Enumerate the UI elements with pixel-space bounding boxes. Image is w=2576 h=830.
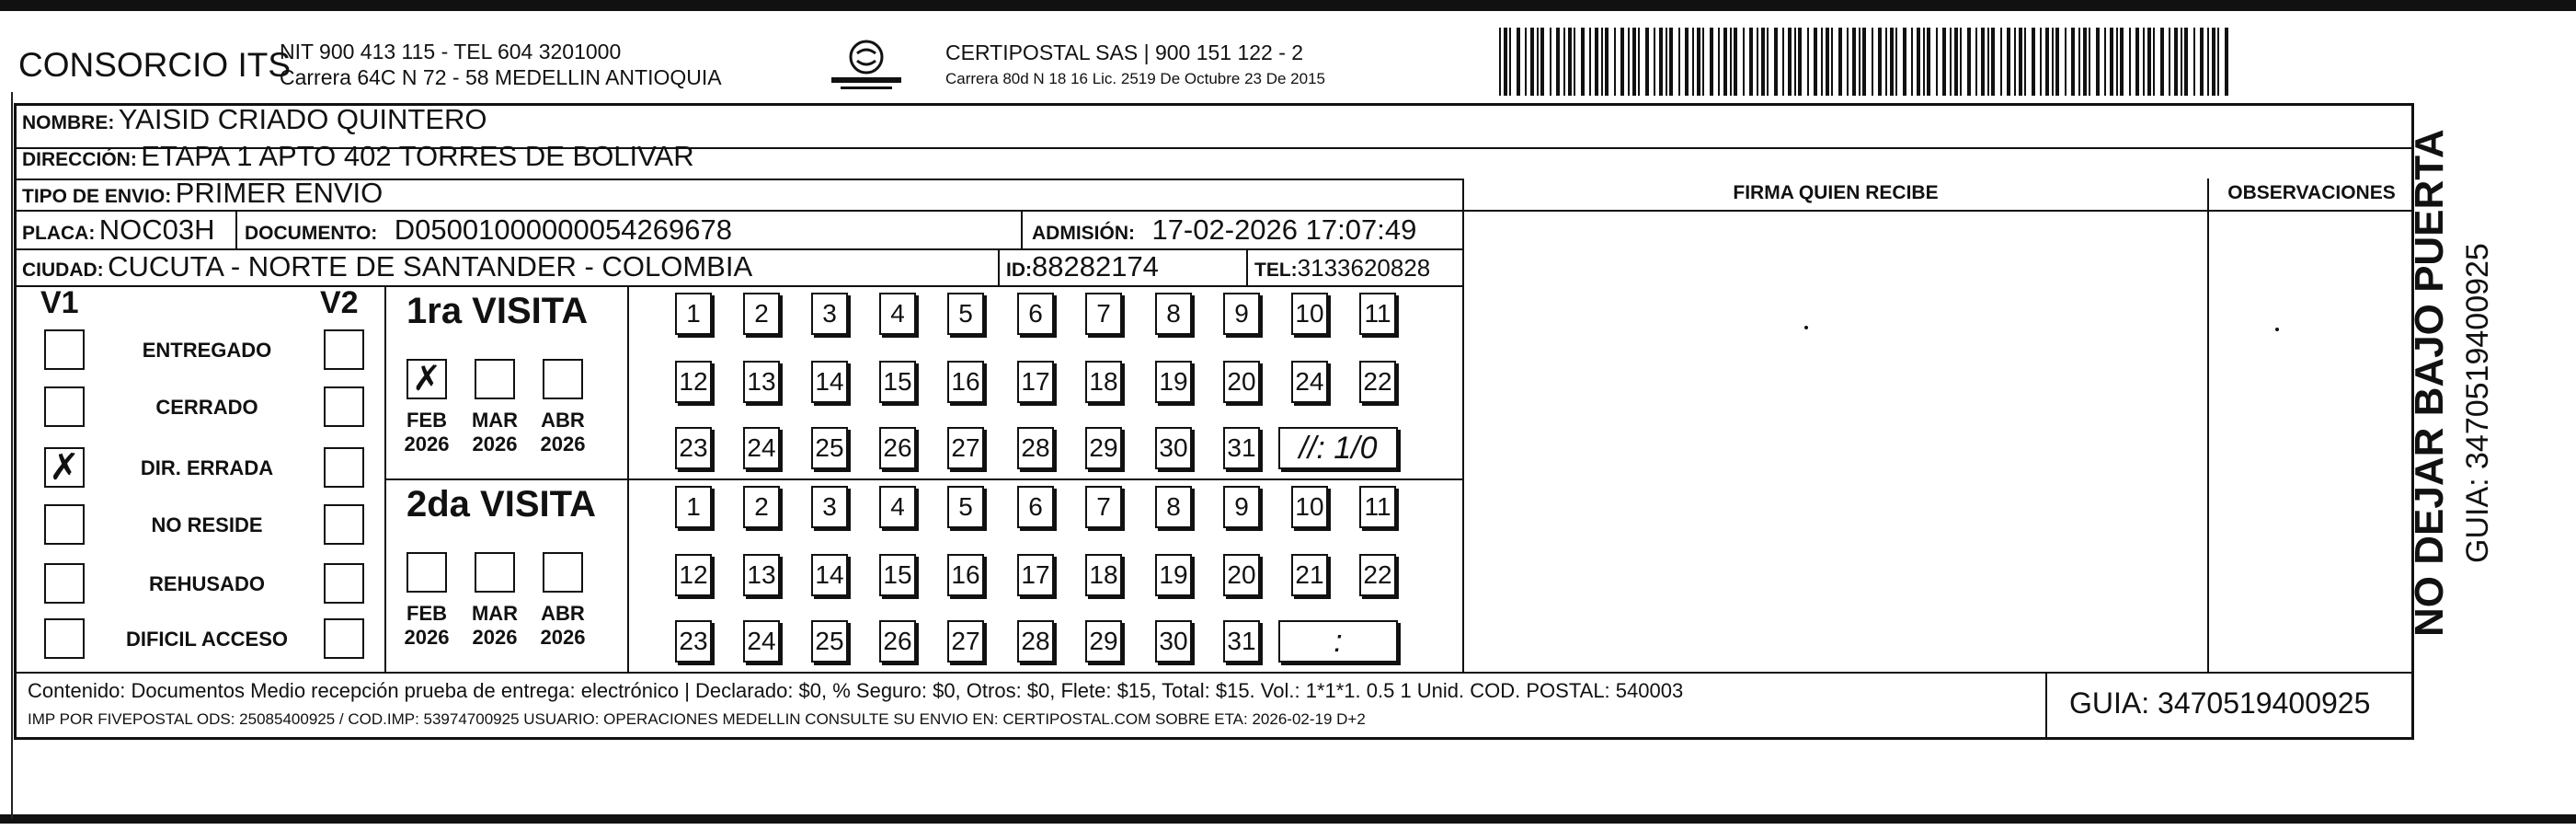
admision-cell bbox=[1032, 213, 1416, 247]
rule bbox=[235, 210, 237, 248]
status-v1-checkbox[interactable] bbox=[44, 618, 85, 659]
barcode-bar bbox=[1499, 28, 1501, 96]
barcode-bar bbox=[2169, 28, 2170, 96]
barcode-bar bbox=[2078, 28, 2080, 96]
barcode-bar bbox=[1605, 28, 1609, 96]
certipostal-line: CERTIPOSTAL SAS | 900 151 122 - 2 bbox=[945, 40, 1304, 64]
day-box[interactable]: 11 bbox=[1359, 486, 1396, 528]
visit-title: 1ra VISITA bbox=[406, 291, 589, 331]
barcode-bar bbox=[1666, 28, 1667, 96]
day-box[interactable]: 19 bbox=[1155, 361, 1192, 403]
day-box[interactable]: 5 bbox=[947, 293, 984, 335]
day-box[interactable]: 16 bbox=[947, 361, 984, 403]
barcode-bar bbox=[1654, 28, 1655, 96]
day-box[interactable]: 27 bbox=[947, 620, 984, 663]
documento-label: DOCUMENTO: bbox=[245, 223, 378, 244]
barcode-bar bbox=[1697, 28, 1700, 96]
barcode-bar bbox=[2207, 28, 2209, 96]
status-label: DIR. ERRADA bbox=[140, 456, 274, 479]
ciudad-label: CIUDAD: bbox=[22, 259, 104, 281]
barcode-bar bbox=[2052, 28, 2054, 96]
day-box[interactable]: 27 bbox=[947, 427, 984, 469]
barcode-bar bbox=[1563, 28, 1565, 96]
barcode-bar bbox=[1718, 28, 1720, 96]
day-box[interactable]: 16 bbox=[947, 554, 984, 596]
day-box[interactable]: 1 bbox=[675, 293, 712, 335]
day-box[interactable]: 13 bbox=[743, 554, 780, 596]
barcode-bar bbox=[2212, 28, 2215, 96]
barcode-bar bbox=[1702, 28, 1704, 96]
month-name: MAR bbox=[471, 409, 519, 432]
day-box[interactable]: 14 bbox=[811, 554, 848, 596]
day-box[interactable]: 30 bbox=[1155, 427, 1192, 469]
barcode-bar bbox=[1878, 28, 1882, 96]
month-checkbox[interactable]: ✗ bbox=[406, 359, 447, 399]
day-box[interactable]: 25 bbox=[811, 620, 848, 663]
barcode-bar bbox=[1950, 28, 1952, 96]
day-box[interactable]: 18 bbox=[1085, 554, 1122, 596]
barcode-bar bbox=[1556, 28, 1560, 96]
day-box[interactable]: 29 bbox=[1085, 427, 1122, 469]
day-box[interactable]: 20 bbox=[1223, 554, 1260, 596]
barcode-bar bbox=[2110, 28, 2113, 96]
month-year: 2026 bbox=[472, 432, 518, 455]
documento-cell bbox=[245, 213, 732, 247]
barcode-bar bbox=[1761, 28, 1765, 96]
month-label bbox=[467, 409, 522, 456]
day-box[interactable]: 8 bbox=[1155, 293, 1192, 335]
barcode-bar bbox=[1659, 28, 1663, 96]
day-box[interactable]: 24 bbox=[743, 427, 780, 469]
placa-label: PLACA: bbox=[22, 223, 96, 244]
barcode-bar bbox=[2055, 28, 2059, 96]
status-v2-checkbox[interactable] bbox=[324, 329, 364, 370]
barcode-bar bbox=[1595, 28, 1598, 96]
rule bbox=[2207, 179, 2209, 672]
nit-line: NIT 900 413 115 - TEL 604 3201000 bbox=[280, 40, 622, 63]
barcode-bar bbox=[1537, 28, 1539, 96]
month-name: FEB bbox=[406, 409, 447, 432]
status-v2-checkbox[interactable] bbox=[324, 447, 364, 488]
day-box[interactable]: 31 bbox=[1223, 620, 1260, 663]
day-box[interactable]: 4 bbox=[879, 293, 916, 335]
barcode-bar bbox=[1895, 28, 1897, 96]
month-name: ABR bbox=[541, 602, 585, 625]
barcode-bar bbox=[1975, 28, 1977, 96]
barcode-bar bbox=[1987, 28, 1989, 96]
admision-value: 17-02-2026 17:07:49 bbox=[1151, 213, 1417, 246]
barcode-bar bbox=[1890, 28, 1894, 96]
admision-label: ADMISIÓN: bbox=[1032, 223, 1135, 244]
direccion-value: ETAPA 1 APTO 402 TORRES DE BOLIVAR bbox=[141, 140, 694, 172]
barcode-bar bbox=[1872, 28, 1873, 96]
barcode-bar bbox=[2040, 28, 2042, 96]
barcode-bar bbox=[1942, 28, 1946, 96]
barcode-bar bbox=[2153, 28, 2155, 96]
barcode-bar bbox=[1550, 28, 1551, 96]
barcode-bar bbox=[1678, 28, 1680, 96]
barcode-bar bbox=[1954, 28, 1958, 96]
day-box[interactable]: 11 bbox=[1359, 293, 1396, 335]
status-v2-checkbox[interactable] bbox=[324, 618, 364, 659]
barcode-bar bbox=[1614, 28, 1616, 96]
day-box[interactable]: 18 bbox=[1085, 361, 1122, 403]
day-box[interactable]: 20 bbox=[1223, 361, 1260, 403]
day-box[interactable]: 6 bbox=[1017, 293, 1054, 335]
documento-value: D05001000000054269678 bbox=[394, 213, 732, 246]
month-label bbox=[535, 409, 590, 456]
day-box[interactable]: 13 bbox=[743, 361, 780, 403]
barcode-bar bbox=[1517, 28, 1520, 96]
certipostal-logo bbox=[820, 37, 912, 96]
barcode-bar bbox=[1981, 28, 1985, 96]
day-box[interactable]: 2 bbox=[743, 486, 780, 528]
observaciones-header: OBSERVACIONES bbox=[2227, 182, 2396, 203]
guia-number: GUIA: 3470519400925 bbox=[2069, 686, 2371, 720]
barcode bbox=[1499, 28, 2233, 96]
barcode-bar bbox=[1991, 28, 1995, 96]
month-year: 2026 bbox=[540, 432, 586, 455]
status-label: ENTREGADO bbox=[142, 339, 272, 362]
rule bbox=[14, 210, 2414, 212]
day-box[interactable]: 5 bbox=[947, 486, 984, 528]
barcode-bar bbox=[1927, 28, 1930, 96]
barcode-bar bbox=[2135, 28, 2139, 96]
barcode-bar bbox=[1807, 28, 1809, 96]
barcode-bar bbox=[2174, 28, 2178, 96]
barcode-bar bbox=[1831, 28, 1833, 96]
signature-mark bbox=[1804, 326, 1808, 329]
barcode-bar bbox=[1967, 28, 1971, 96]
status-v1-checkbox[interactable] bbox=[44, 504, 85, 545]
day-box[interactable]: 6 bbox=[1017, 486, 1054, 528]
barcode-bar bbox=[1589, 28, 1591, 96]
day-box[interactable]: 3 bbox=[811, 486, 848, 528]
status-v2-checkbox[interactable] bbox=[324, 563, 364, 604]
status-label: CERRADO bbox=[155, 396, 258, 419]
day-box[interactable]: 28 bbox=[1017, 620, 1054, 663]
barcode-bar bbox=[1620, 28, 1624, 96]
day-box[interactable]: 23 bbox=[675, 427, 712, 469]
day-box[interactable]: 15 bbox=[879, 554, 916, 596]
status-label: REHUSADO bbox=[149, 572, 265, 595]
barcode-bar bbox=[1862, 28, 1866, 96]
barcode-bar bbox=[1903, 28, 1906, 96]
status-v2-checkbox[interactable] bbox=[324, 386, 364, 427]
direccion-row bbox=[22, 140, 694, 173]
barcode-bar bbox=[2116, 28, 2118, 96]
month-label bbox=[467, 602, 522, 650]
certipostal-address: Carrera 80d N 18 16 Lic. 2519 De Octubre 23 De 2015 bbox=[945, 70, 1325, 87]
side-guia-number: GUIA: 3470519400925 bbox=[2460, 243, 2495, 563]
barcode-bar bbox=[1847, 28, 1849, 96]
month-checkbox[interactable] bbox=[406, 552, 447, 593]
day-box[interactable]: 24 bbox=[1291, 361, 1328, 403]
day-box[interactable]: 26 bbox=[879, 620, 916, 663]
barcode-bar bbox=[1685, 28, 1689, 96]
observation-mark bbox=[2275, 328, 2279, 331]
day-box[interactable]: 7 bbox=[1085, 293, 1122, 335]
barcode-bar bbox=[2143, 28, 2145, 96]
tipo-envio-row bbox=[22, 177, 383, 210]
status-label: DIFICIL ACCESO bbox=[125, 628, 288, 651]
month-checkbox[interactable] bbox=[543, 359, 583, 399]
barcode-bar bbox=[2181, 28, 2182, 96]
day-box[interactable]: 15 bbox=[879, 361, 916, 403]
tipo-envio-value: PRIMER ENVIO bbox=[175, 177, 384, 209]
contenido-text: Contenido: Documentos Medio recepción prueba de entrega: electrónico | Declarado: $0, % Seguro: $0, Otros: $0, Flete: $15, Total: $15. Vol.: 1*1*1. 0.5 1 Unid. COD. POSTAL: 540003 bbox=[28, 679, 1684, 702]
visit-title: 2da VISITA bbox=[406, 484, 596, 525]
barcode-bar bbox=[1852, 28, 1856, 96]
barcode-bar bbox=[2193, 28, 2195, 96]
barcode-bar bbox=[2120, 28, 2124, 96]
day-box[interactable]: 24 bbox=[743, 620, 780, 663]
barcode-bar bbox=[1960, 28, 1962, 96]
barcode-bar bbox=[1581, 28, 1585, 96]
month-checkbox[interactable] bbox=[475, 552, 515, 593]
day-box[interactable]: 9 bbox=[1223, 293, 1260, 335]
rule bbox=[1021, 210, 1023, 248]
tipo-envio-label: TIPO DE ENVIO: bbox=[22, 186, 172, 207]
barcode-bar bbox=[2024, 28, 2026, 96]
v1-header: V1 bbox=[40, 285, 79, 320]
rule bbox=[1246, 248, 1248, 285]
placa-value: NOC03H bbox=[98, 213, 215, 246]
month-checkbox[interactable] bbox=[475, 359, 515, 399]
barcode-bar bbox=[1767, 28, 1769, 96]
barcode-bar bbox=[1669, 28, 1673, 96]
barcode-bar bbox=[1821, 28, 1823, 96]
month-year: 2026 bbox=[540, 626, 586, 649]
barcode-bar bbox=[1730, 28, 1732, 96]
barcode-bar bbox=[1814, 28, 1817, 96]
barcode-bar bbox=[1601, 28, 1603, 96]
day-box[interactable]: 17 bbox=[1017, 554, 1054, 596]
company-name: CONSORCIO ITS bbox=[18, 46, 292, 84]
month-label bbox=[399, 409, 454, 456]
rule bbox=[14, 672, 2414, 674]
no-dejar-label: NO DEJAR BAJO PUERTA bbox=[2407, 129, 2452, 637]
rule bbox=[998, 248, 1000, 285]
barcode-bar bbox=[1530, 28, 1534, 96]
barcode-bar bbox=[1638, 28, 1640, 96]
month-label bbox=[399, 602, 454, 650]
id-label: ID: bbox=[1006, 259, 1032, 281]
barcode-bar bbox=[1734, 28, 1737, 96]
barcode-bar bbox=[1859, 28, 1860, 96]
barcode-bar bbox=[1885, 28, 1887, 96]
placa-cell bbox=[22, 213, 215, 247]
day-box[interactable]: 30 bbox=[1155, 620, 1192, 663]
month-year: 2026 bbox=[404, 432, 450, 455]
day-box[interactable]: 12 bbox=[675, 554, 712, 596]
day-box[interactable]: 4 bbox=[879, 486, 916, 528]
rule bbox=[384, 478, 1462, 480]
day-box[interactable]: 29 bbox=[1085, 620, 1122, 663]
barcode-bar bbox=[1540, 28, 1544, 96]
barcode-bar bbox=[1710, 28, 1713, 96]
month-name: ABR bbox=[541, 409, 585, 432]
day-box[interactable]: 8 bbox=[1155, 486, 1192, 528]
month-year: 2026 bbox=[472, 626, 518, 649]
status-label: NO RESIDE bbox=[151, 513, 263, 536]
time-field[interactable]: : bbox=[1278, 620, 1398, 663]
nombre-label: NOMBRE: bbox=[22, 112, 115, 133]
barcode-bar bbox=[1936, 28, 1938, 96]
month-checkbox[interactable] bbox=[543, 552, 583, 593]
day-box[interactable]: 7 bbox=[1085, 486, 1122, 528]
barcode-bar bbox=[2184, 28, 2188, 96]
status-v1-checkbox[interactable] bbox=[44, 386, 85, 427]
month-year: 2026 bbox=[404, 626, 450, 649]
top-border bbox=[0, 0, 2576, 11]
day-box[interactable]: 2 bbox=[743, 293, 780, 335]
rule bbox=[2045, 672, 2047, 740]
barcode-bar bbox=[1525, 28, 1527, 96]
barcode-bar bbox=[1574, 28, 1575, 96]
barcode-bar bbox=[2007, 28, 2010, 96]
barcode-bar bbox=[2089, 28, 2090, 96]
left-border bbox=[11, 92, 13, 819]
barcode-bar bbox=[1509, 28, 1511, 96]
day-box[interactable]: 28 bbox=[1017, 427, 1054, 469]
day-box[interactable]: 1 bbox=[675, 486, 712, 528]
ciudad-cell bbox=[22, 250, 752, 283]
status-v1-checkbox[interactable] bbox=[44, 563, 85, 604]
month-name: FEB bbox=[406, 602, 447, 625]
barcode-bar bbox=[2160, 28, 2164, 96]
barcode-bar bbox=[2096, 28, 2100, 96]
barcode-bar bbox=[1911, 28, 1913, 96]
id-cell bbox=[1006, 250, 1159, 283]
time-field[interactable]: //: 1/0 bbox=[1278, 427, 1398, 469]
barcode-bar bbox=[1645, 28, 1649, 96]
month-label bbox=[535, 602, 590, 650]
day-box[interactable]: 10 bbox=[1291, 293, 1328, 335]
v2-header: V2 bbox=[320, 285, 359, 320]
barcode-bar bbox=[2019, 28, 2022, 96]
rule bbox=[1462, 179, 1464, 672]
barcode-bar bbox=[2032, 28, 2035, 96]
barcode-bar bbox=[1794, 28, 1796, 96]
barcode-bar bbox=[1923, 28, 1925, 96]
barcode-bar bbox=[2014, 28, 2016, 96]
status-v1-checkbox[interactable]: ✗ bbox=[44, 447, 85, 488]
barcode-bar bbox=[2200, 28, 2204, 96]
barcode-bar bbox=[2104, 28, 2106, 96]
barcode-bar bbox=[1568, 28, 1572, 96]
month-name: MAR bbox=[471, 602, 519, 625]
barcode-bar bbox=[1798, 28, 1802, 96]
day-box[interactable]: 21 bbox=[1291, 554, 1328, 596]
barcode-bar bbox=[2071, 28, 2075, 96]
day-box[interactable]: 22 bbox=[1359, 554, 1396, 596]
barcode-bar bbox=[2045, 28, 2049, 96]
ciudad-value: CUCUTA - NORTE DE SANTANDER - COLOMBIA bbox=[108, 250, 753, 282]
barcode-bar bbox=[2225, 28, 2228, 96]
day-box[interactable]: 3 bbox=[811, 293, 848, 335]
firma-header: FIRMA QUIEN RECIBE bbox=[1733, 182, 1939, 203]
tel-value: 3133620828 bbox=[1297, 254, 1431, 282]
tel-cell bbox=[1254, 254, 1430, 282]
company-address: Carrera 64C N 72 - 58 MEDELLIN ANTIOQUIA bbox=[280, 65, 722, 89]
rule bbox=[14, 285, 1462, 287]
day-box[interactable]: 10 bbox=[1291, 486, 1328, 528]
day-box[interactable]: 26 bbox=[879, 427, 916, 469]
day-box[interactable]: 14 bbox=[811, 361, 848, 403]
barcode-bar bbox=[2065, 28, 2067, 96]
tel-label: TEL: bbox=[1254, 259, 1298, 281]
barcode-bar bbox=[1788, 28, 1792, 96]
barcode-bar bbox=[1743, 28, 1745, 96]
barcode-bar bbox=[1723, 28, 1727, 96]
bottom-border bbox=[0, 814, 2576, 824]
company-info bbox=[280, 39, 722, 90]
day-box[interactable]: 22 bbox=[1359, 361, 1396, 403]
barcode-bar bbox=[1692, 28, 1694, 96]
barcode-bar bbox=[2147, 28, 2151, 96]
day-box[interactable]: 12 bbox=[675, 361, 712, 403]
day-box[interactable]: 9 bbox=[1223, 486, 1260, 528]
nombre-value: YAISID CRIADO QUINTERO bbox=[118, 103, 487, 135]
barcode-bar bbox=[1504, 28, 1507, 96]
barcode-bar bbox=[2083, 28, 2087, 96]
barcode-bar bbox=[1628, 28, 1630, 96]
status-v1-checkbox[interactable] bbox=[44, 329, 85, 370]
barcode-bar bbox=[1632, 28, 1636, 96]
direccion-label: DIRECCIÓN: bbox=[22, 149, 137, 170]
id-value: 88282174 bbox=[1032, 250, 1159, 282]
barcode-bar bbox=[1782, 28, 1784, 96]
barcode-bar bbox=[2129, 28, 2131, 96]
barcode-bar bbox=[2217, 28, 2219, 96]
day-box[interactable]: 25 bbox=[811, 427, 848, 469]
day-box[interactable]: 19 bbox=[1155, 554, 1192, 596]
day-box[interactable]: 31 bbox=[1223, 427, 1260, 469]
status-v2-checkbox[interactable] bbox=[324, 504, 364, 545]
imp-text: IMP POR FIVEPOSTAL ODS: 25085400925 / COD.IMP: 53974700925 USUARIO: OPERACIONES MEDELLIN CONSULTE SU ENVIO EN: CERTIPOSTAL.COM SOBRE ETA: 2026-02-19 D+2 bbox=[28, 710, 1366, 728]
barcode-bar bbox=[1749, 28, 1753, 96]
barcode-bar bbox=[1917, 28, 1920, 96]
day-box[interactable]: 17 bbox=[1017, 361, 1054, 403]
barcode-bar bbox=[1757, 28, 1758, 96]
barcode-bar bbox=[2000, 28, 2002, 96]
nombre-row bbox=[22, 103, 487, 136]
barcode-bar bbox=[1774, 28, 1778, 96]
day-box[interactable]: 23 bbox=[675, 620, 712, 663]
barcode-bar bbox=[1838, 28, 1842, 96]
barcode-bar bbox=[1826, 28, 1829, 96]
